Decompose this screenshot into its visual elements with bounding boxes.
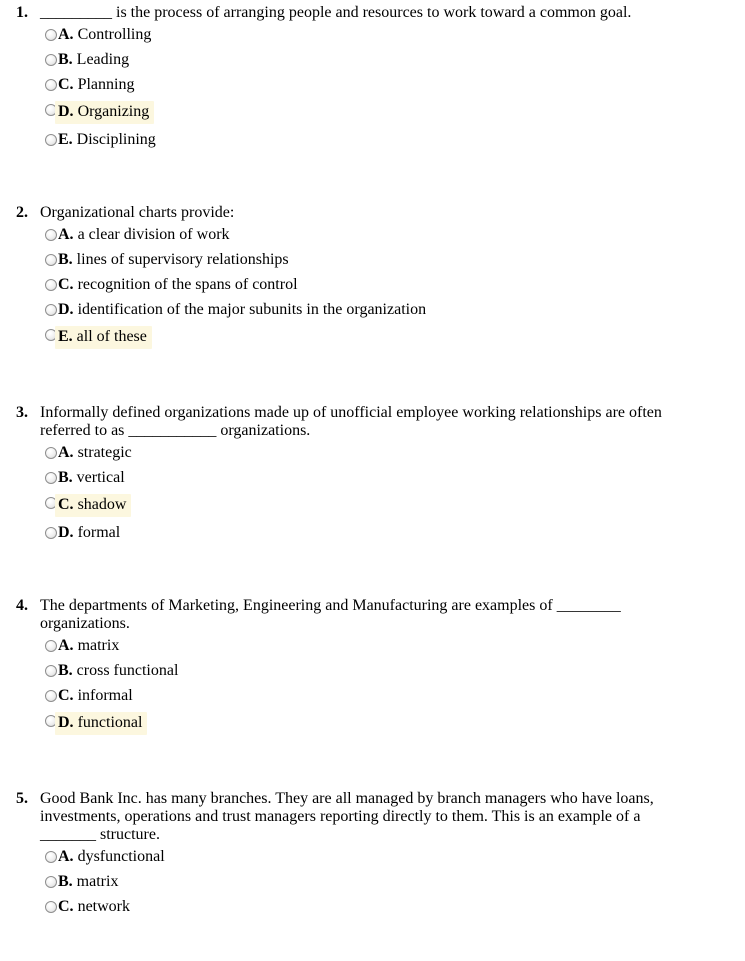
question-text-line: referred to as ___________ organizations. xyxy=(40,422,311,439)
radio-button[interactable] xyxy=(45,304,57,316)
option-text: identification of the major subunits in the organization xyxy=(77,301,427,318)
question-2 xyxy=(16,204,733,356)
option-text: recognition of the spans of control xyxy=(77,276,298,293)
option[interactable] xyxy=(45,444,733,462)
option-letter: C. xyxy=(58,898,74,915)
question-3 xyxy=(16,404,733,549)
options-list xyxy=(45,848,733,916)
option[interactable] xyxy=(45,26,733,44)
option-text: a clear division of work xyxy=(77,226,230,243)
question-5 xyxy=(16,790,733,923)
question-number: 5. xyxy=(16,790,28,807)
radio-button[interactable] xyxy=(45,229,57,241)
option[interactable] xyxy=(45,76,733,94)
radio-button[interactable] xyxy=(45,54,57,66)
option-letter: A. xyxy=(58,444,74,461)
radio-button[interactable] xyxy=(45,690,57,702)
option[interactable] xyxy=(45,637,733,655)
option-letter: E. xyxy=(58,328,73,345)
option-letter: C. xyxy=(58,276,74,293)
option-letter: C. xyxy=(58,687,74,704)
option-text: formal xyxy=(77,524,121,541)
question-text-line: Informally defined organizations made up of unofficial employee working relationships are often xyxy=(40,404,662,421)
radio-button[interactable] xyxy=(45,279,57,291)
question-number: 2. xyxy=(16,204,28,221)
option-letter: B. xyxy=(58,469,73,486)
radio-button[interactable] xyxy=(45,876,57,888)
option-letter: A. xyxy=(58,848,74,865)
option-letter: E. xyxy=(58,131,73,148)
radio-button[interactable] xyxy=(45,134,57,146)
option-letter: B. xyxy=(58,251,73,268)
options-list xyxy=(45,226,733,349)
radio-button[interactable] xyxy=(45,29,57,41)
option-letter: A. xyxy=(58,226,74,243)
question-number: 3. xyxy=(16,404,28,421)
option-text: functional xyxy=(77,714,143,731)
question-text-line: Organizational charts provide: xyxy=(40,204,235,221)
option[interactable] xyxy=(45,898,733,916)
options-list xyxy=(45,637,733,735)
option-text: informal xyxy=(77,687,133,704)
option[interactable] xyxy=(45,131,733,149)
option-letter: B. xyxy=(58,873,73,890)
option-letter: A. xyxy=(58,637,74,654)
option-text: Disciplining xyxy=(76,131,156,148)
radio-button[interactable] xyxy=(45,665,57,677)
option-text: Controlling xyxy=(77,26,152,43)
radio-button[interactable] xyxy=(45,527,57,539)
question-text-line: The departments of Marketing, Engineering and Manufacturing are examples of ________ xyxy=(40,597,621,614)
question-4 xyxy=(16,597,733,742)
option-text: Planning xyxy=(77,76,135,93)
option-highlighted[interactable] xyxy=(45,326,733,349)
option-letter: B. xyxy=(58,51,73,68)
question-text-line: _________ is the process of arranging people and resources to work toward a common goal. xyxy=(40,4,632,21)
option-letter: C. xyxy=(58,76,74,93)
radio-button[interactable] xyxy=(45,472,57,484)
question-number: 4. xyxy=(16,597,28,614)
option-highlighted[interactable] xyxy=(45,712,733,735)
option-text: dysfunctional xyxy=(77,848,165,865)
option[interactable] xyxy=(45,524,733,542)
question-1 xyxy=(16,4,733,156)
option-letter: D. xyxy=(58,103,74,120)
option-text: all of these xyxy=(76,328,147,345)
radio-button[interactable] xyxy=(45,79,57,91)
option-text: matrix xyxy=(76,873,119,890)
option[interactable] xyxy=(45,251,733,269)
radio-button[interactable] xyxy=(45,640,57,652)
option[interactable] xyxy=(45,276,733,294)
option[interactable] xyxy=(45,873,733,891)
question-text-line: investments, operations and trust managers reporting directly to them. This is an example of a xyxy=(40,808,641,825)
option-text: network xyxy=(77,898,130,915)
question-text-line: organizations. xyxy=(40,615,130,632)
option-text: lines of supervisory relationships xyxy=(76,251,289,268)
radio-button[interactable] xyxy=(45,447,57,459)
option[interactable] xyxy=(45,51,733,69)
option[interactable] xyxy=(45,687,733,705)
option[interactable] xyxy=(45,662,733,680)
option[interactable] xyxy=(45,301,733,319)
option-letter: D. xyxy=(58,714,74,731)
question-text-line: Good Bank Inc. has many branches. They are all managed by branch managers who have loans, xyxy=(40,790,654,807)
question-number: 1. xyxy=(16,4,28,21)
option-letter: D. xyxy=(58,301,74,318)
option-letter: C. xyxy=(58,496,74,513)
option-highlighted[interactable] xyxy=(45,494,733,517)
option-text: strategic xyxy=(77,444,132,461)
option-text: matrix xyxy=(77,637,120,654)
option-text: cross functional xyxy=(76,662,179,679)
radio-button[interactable] xyxy=(45,901,57,913)
option-text: Organizing xyxy=(77,103,150,120)
radio-button[interactable] xyxy=(45,254,57,266)
option[interactable] xyxy=(45,469,733,487)
option-highlighted[interactable] xyxy=(45,101,733,124)
option-letter: B. xyxy=(58,662,73,679)
option-letter: A. xyxy=(58,26,74,43)
option-text: vertical xyxy=(76,469,125,486)
option[interactable] xyxy=(45,848,733,866)
option-text: shadow xyxy=(77,496,127,513)
question-text-line: _______ structure. xyxy=(40,826,160,843)
radio-button[interactable] xyxy=(45,851,57,863)
option[interactable] xyxy=(45,226,733,244)
option-letter: D. xyxy=(58,524,74,541)
options-list xyxy=(45,444,733,542)
options-list xyxy=(45,26,733,149)
option-text: Leading xyxy=(76,51,130,68)
